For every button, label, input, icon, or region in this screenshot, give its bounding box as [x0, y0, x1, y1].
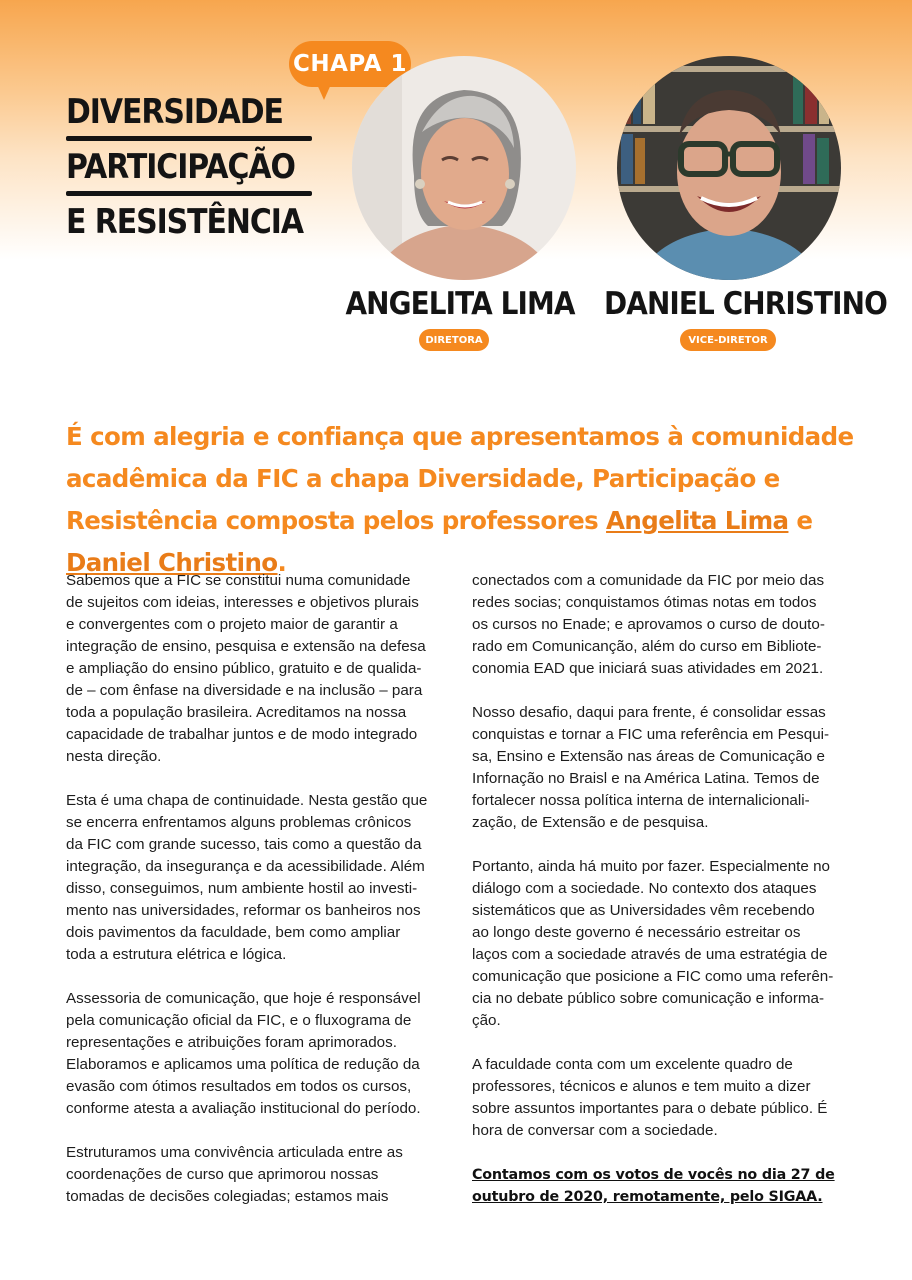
paragraph: Nosso desafio, daqui para frente, é consolidar essas conquistas e tornar a FIC uma referência em Pesqui- sa, Ensino e Extensão nas áreas de Comunicação e Infornação no Braisl e na América Latina. Temos de fortalecer nossa política interna de internalicionali- zação, de Extensão e de pesquisa. [472, 704, 830, 831]
intro-end: . [277, 548, 287, 577]
candidate-name-angelita: ANGELITA LIMA [345, 286, 575, 322]
paragraph: Sabemos que a FIC se constitui numa comunidade de sujeitos com ideias, interesses e objetivos plurais e convergentes com o projeto maior de garantir a integração de ensino, pesquisa e extensão na defesa e ampliação do ensino público, gratuito e de qualida- de – com ênfase na diversidade e na inclusão – para toda a população brasileira. Acreditamos na nossa capacidade de trabalhar juntos e de modo integrado nesta direção. [66, 572, 426, 765]
paragraph: A faculdade conta com um excelente quadro de professores, técnicos e alunos e tem muito a dizer sobre assuntos importantes para o debate público. É hora de conversar com a sociedade. [472, 1056, 828, 1139]
badge-speech-tail [316, 82, 332, 100]
intro-statement [66, 416, 866, 584]
role-badge-diretora: DIRETORA [419, 329, 489, 351]
body-column-left [66, 570, 446, 1230]
paragraph: Assessoria de comunicação, que hoje é responsável pela comunicação oficial da FIC, e o fluxograma de representações e atribuições foram aprimorados. Elaboramos e aplicamos uma política de redução da evasão com ótimos resultados em todos os cursos, conforme atesta a avaliação institucional do período. [66, 990, 421, 1117]
slogan-divider [66, 191, 312, 196]
paragraph: conectados com a comunidade da FIC por meio das redes socias; conquistamos ótimas notas em todos os cursos no Enade; e aprovamos o curso de douto- rado em Comunicanção, além do curso em Bibliote- conomia EAD que iniciará suas atividades em 2021. [472, 572, 825, 677]
slogan-line-3: E RESISTÊNCIA [66, 202, 303, 242]
chapa-badge: CHAPA 1 [289, 41, 411, 87]
intro-name-angelita: Angelita Lima [606, 506, 789, 535]
slogan [66, 92, 316, 242]
paragraph: Estruturamos uma convivência articulada entre as coordenações de curso que aprimorou nossas tomadas de decisões colegiadas; estamos mais [66, 1144, 403, 1205]
portrait-angelita-photo [352, 56, 576, 280]
body-column-right [472, 570, 862, 1208]
slogan-line-1: DIVERSIDADE [66, 92, 283, 132]
intro-connector: e [788, 506, 813, 535]
intro-name-daniel: Daniel Christino [66, 548, 278, 577]
role-badge-vice-diretor: VICE-DIRETOR [680, 329, 776, 351]
intro-text: É com alegria e confiança que apresentamos à comunidade acadêmica da FIC a chapa Diversidade, Participação e Resistência composta pelos professores [66, 422, 854, 535]
portrait-daniel-photo [617, 56, 841, 280]
closing-call-to-vote: Contamos com os votos de vocês no dia 27 de outubro de 2020, remotamente, pelo SIGAA. [472, 1167, 835, 1205]
slogan-line-2: PARTICIPAÇÃO [66, 147, 295, 187]
paragraph: Esta é uma chapa de continuidade. Nesta gestão que se encerra enfrentamos alguns problemas crônicos da FIC com grande sucesso, tais como a questão da integração, da insegurança e da acessibilidade. Além disso, conseguimos, num ambiente hostil ao investi- mento nas universidades, reformar os banheiros nos dois pavimentos da faculdade, bem como ampliar toda a estrutura elétrica e lógica. [66, 792, 428, 963]
slogan-divider [66, 136, 312, 141]
paragraph: Portanto, ainda há muito por fazer. Especialmente no diálogo com a sociedade. No contexto dos ataques sistemáticos que as Universidades vêm recebendo ao longo deste governo é necessário estreitar os laços com a sociedade através de uma estratégia de comunicação que posicione a FIC como uma referên- cia no debate público sobre comunicação e informa- ção. [472, 858, 834, 1029]
candidate-name-daniel: DANIEL CHRISTINO [604, 286, 887, 322]
